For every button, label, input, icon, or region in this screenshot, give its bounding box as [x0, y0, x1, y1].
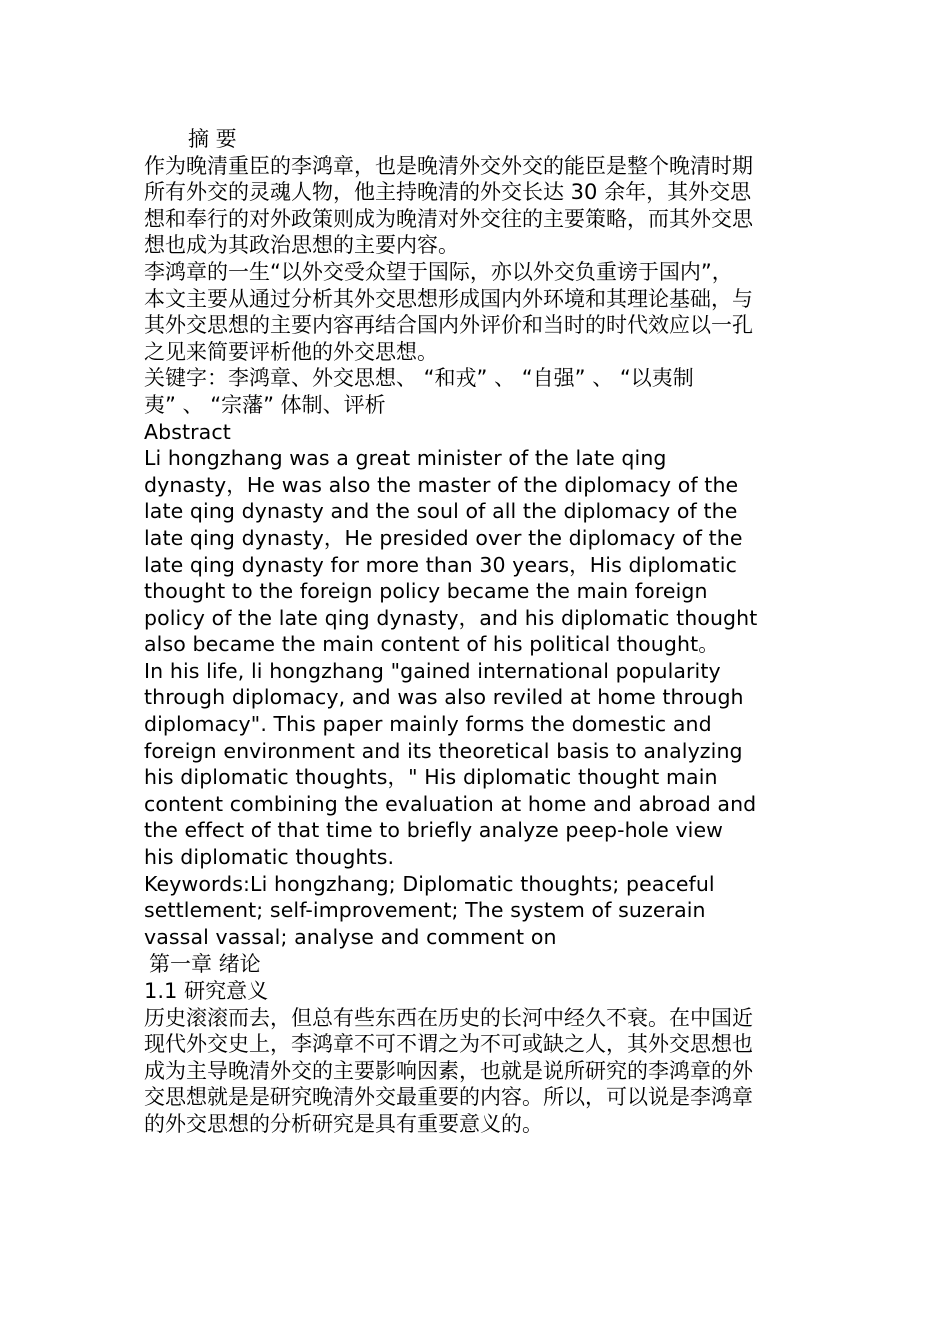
text-line: 成为主导晚清外交的主要影响因素，也就是说所研究的李鸿章的外	[144, 1058, 753, 1083]
text-line: his diplomatic thoughts，" His diplomatic thought main	[144, 765, 718, 790]
text-line: vassal vassal; analyse and comment on	[144, 924, 557, 949]
text-line: late qing dynasty for more than 30 years，His diplomatic	[144, 552, 737, 577]
text-line: content combining the evaluation at home and abroad and	[144, 791, 757, 816]
abstract-cn-paragraph-1	[144, 153, 809, 259]
text-line: late qing dynasty，He presided over the diplomacy of the	[144, 525, 743, 550]
text-line: 想也成为其政治思想的主要内容。	[144, 233, 459, 258]
abstract-cn-paragraph-2	[144, 259, 809, 365]
text-line: 交思想就是是研究晚清外交最重要的内容。所以，可以说是李鸿章	[144, 1085, 753, 1110]
text-line: also became the main content of his political thought。	[144, 632, 719, 657]
text-line: diplomacy". This paper mainly forms the domestic and	[144, 712, 712, 737]
abstract-en-paragraph-2	[144, 658, 809, 871]
text-line: dynasty，He was also the master of the diplomacy of the	[144, 472, 739, 497]
text-line: thought to the foreign policy became the main foreign	[144, 579, 708, 604]
text-line: In his life, li hongzhang "gained international popularity	[144, 658, 721, 683]
abstract-en-keywords	[144, 871, 809, 951]
text-line: 的外交思想的分析研究是具有重要意义的。	[144, 1111, 543, 1136]
text-line: his diplomatic thoughts.	[144, 845, 395, 870]
text-line: policy of the late qing dynasty，and his diplomatic thought	[144, 605, 758, 630]
section-heading: 1.1 研究意义	[144, 979, 269, 1003]
abstract-cn-heading: 摘 要	[188, 127, 237, 151]
text-line: the effect of that time to briefly analyze peep-hole view	[144, 818, 724, 843]
text-line: 关键字：李鸿章、外交思想、 “和戎” 、 “自强” 、 “以夷制	[144, 366, 694, 391]
text-line: late qing dynasty and the soul of all the diplomacy of the	[144, 499, 738, 524]
text-line: settlement; self-improvement; The system of suzerain	[144, 898, 706, 923]
text-line: foreign environment and its theoretical basis to analyzing	[144, 738, 743, 763]
text-line: Keywords:Li hongzhang; Diplomatic thoughts; peaceful	[144, 871, 715, 896]
abstract-en-paragraph-1	[144, 445, 809, 658]
text-line: 想和奉行的对外政策则成为晚清对外交往的主要策略，而其外交思	[144, 206, 753, 231]
text-line: 历史滚滚而去，但总有些东西在历史的长河中经久不衰。在中国近	[144, 1005, 753, 1030]
abstract-en-heading: Abstract	[144, 419, 231, 444]
text-line: 作为晚清重臣的李鸿章，也是晚清外交外交的能臣是整个晚清时期	[144, 153, 753, 178]
abstract-cn-keywords	[144, 365, 809, 418]
text-line: 夷” 、 “宗藩” 体制、评析	[144, 392, 386, 417]
text-line: 之见来简要评析他的外交思想。	[144, 339, 438, 364]
text-line: 本文主要从通过分析其外交思想形成国内外环境和其理论基础，与	[144, 286, 753, 311]
chapter1-paragraph-1	[144, 1005, 809, 1138]
text-line: 所有外交的灵魂人物，他主持晚清的外交长达 30 余年，其外交思	[144, 180, 752, 205]
text-line: Li hongzhang was a great minister of the late qing	[144, 446, 667, 471]
text-line: 其外交思想的主要内容再结合国内外评价和当时的时代效应以一孔	[144, 313, 753, 338]
text-line: 现代外交史上，李鸿章不可不谓之为不可或缺之人，其外交思想也	[144, 1032, 753, 1057]
text-line: 李鸿章的一生“以外交受众望于国际，亦以外交负重谤于国内”，	[144, 259, 733, 284]
text-line: through diplomacy, and was also reviled at home through	[144, 685, 744, 710]
document-page	[144, 126, 809, 1138]
chapter-heading: 第一章 绪论	[149, 952, 261, 977]
